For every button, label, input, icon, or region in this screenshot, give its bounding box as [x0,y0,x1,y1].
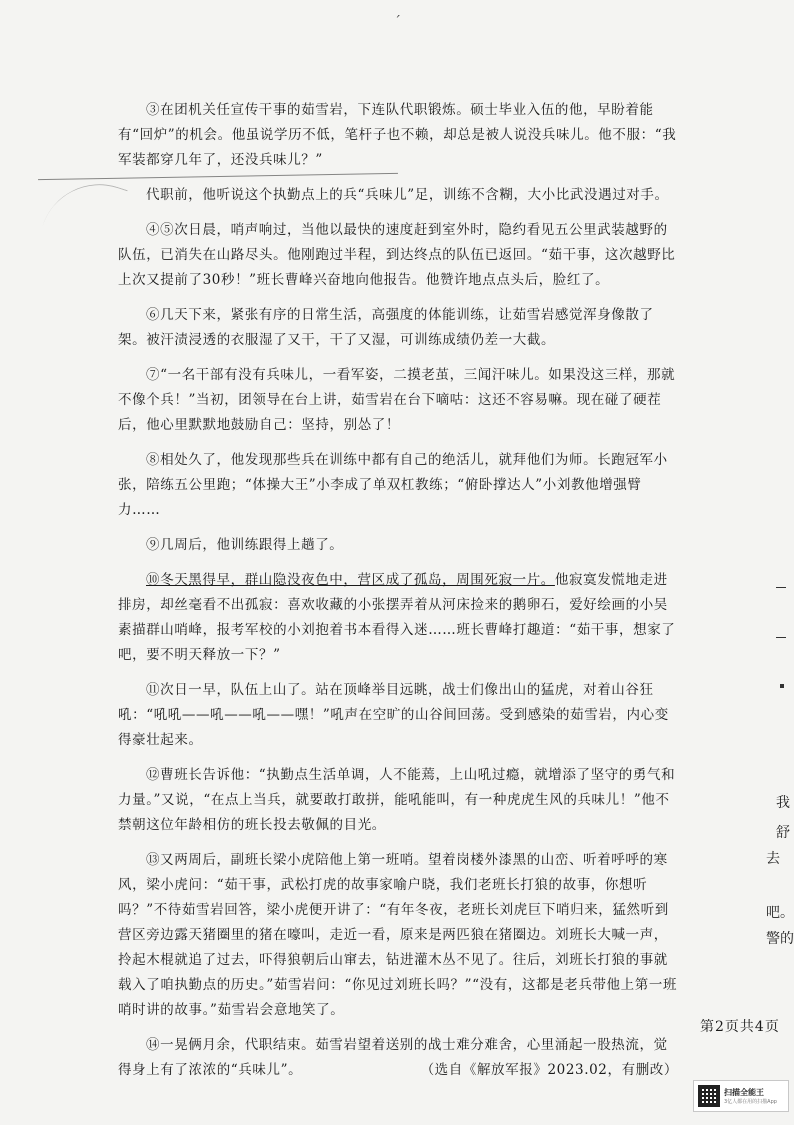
scan-artifact-tick: ˊ [394,14,401,30]
qr-code-icon [698,1085,720,1107]
margin-dash-1 [776,587,786,588]
underlined-sentence: ⑩冬天黑得早，群山隐没夜色中，营区成了孤岛，周围死寂一片。 [146,572,555,588]
margin-char-3: 去 [766,851,780,867]
scanner-badge-subtitle: 3亿人都在用的扫描App [724,1099,777,1105]
scanner-badge-title: 扫描全能王 [724,1088,764,1097]
paragraph-11: ⑪次日一早，队伍上山了。站在顶峰举目远眺，战士们像出山的猛虎，对着山谷狂吼：“吼吼——吼——吼——嘿！”吼声在空旷的山谷间回荡。受到感染的茹雪岩，内心变得豪壮起来。 [118,682,669,748]
source-citation: （选自《解放军报》2023.02，有删改） [420,1062,678,1078]
margin-char-5: 警的 [766,931,794,947]
paragraph-9: ⑨几周后，他训练跟得上趟了。 [146,537,344,553]
margin-dot [780,684,784,688]
paragraph-14 [118,1033,678,1083]
scan-artifact-smudge [42,169,127,249]
scanner-watermark [693,1080,789,1112]
paragraph-10-rest: 他寂寞发慌地走进排房，却丝毫看不出孤寂：喜欢收藏的小张摆弄着从河床捡来的鹅卵石，爱好绘画的小吴素描群山哨峰，报考军校的小刘抱着书本看得入迷……班长曹峰打趣道：“茹干事，想家了吧，要不明天释放一下？” [118,572,676,663]
scanner-badge-text [724,1087,777,1105]
margin-char-2: 舒 [776,825,790,841]
paragraph-10 [118,568,678,668]
paragraph-13: ⑬又两周后，副班长梁小虎陪他上第一班哨。望着岗楼外漆黑的山峦、听着呼呼的寒风，梁小虎问：“茹干事，武松打虎的故事家喻户晓，我们老班长打狼的故事，你想听吗？”不待茹雪岩回答，梁小虎便开讲了：“有年冬夜，老班长刘虎巨下哨归来，猛然听到营区旁边露天猪圈里的猪在嚎叫，走近一看，原来是两匹狼在猪圈边。刘班长大喊一声，拎起木棍就追了过去，吓得狼朝后山窜去，钻进灌木丛不见了。往后，刘班长打狼的事就载入了咱执勤点的历史。”茹雪岩问：“你见过刘班长吗？”“没有，这都是老兵带他上第一班哨时讲的故事。”茹雪岩会意地笑了。 [118,852,678,1018]
margin-dash-2 [776,637,786,638]
paragraph-14-text: ⑭一晃俩月余，代职结束。茹雪岩望着送别的战士难分难舍，心里涌起一股热流，觉得身上有了浓浓的“兵味儿”。 [118,1037,668,1078]
paragraph-6: ⑥几天下来，紧张有序的日常生活，高强度的体能训练，让茹雪岩感觉浑身像散了架。被汗渍浸透的衣服湿了又干，干了又湿，可训练成绩仍差一大截。 [118,307,654,348]
article-body [118,98,678,1093]
margin-char-4: 吧。 [766,905,794,921]
paragraph-4a: 代职前，他听说这个执勤点上的兵“兵味儿”足，训练不含糊，大小比武没遇过对手。 [146,187,669,203]
paragraph-7: ⑦“一名干部有没有兵味儿，一看军姿，二摸老茧，三闻汗味儿。如果没这三样，那就不像个兵！”当初，团领导在台上讲，茹雪岩在台下嘀咕：这还不容易嘛。现在碰了硬茬后，他心里默默地鼓励自己：坚持，别怂了！ [118,367,676,433]
paragraph-12: ⑫曹班长告诉他：“执勤点生活单调，人不能蔫，上山吼过瘾，就增添了坚守的勇气和力量。”又说，“在点上当兵，就要敢打敢拼，能吼能叫，有一种虎虎生风的兵味儿！”他不禁朝这位年龄相仿的班长投去敬佩的目光。 [118,767,676,833]
margin-char-1: 我 [776,795,790,811]
paragraph-5: ④⑤次日晨，哨声响过，当他以最快的速度赶到室外时，隐约看见五公里武装越野的队伍，已消失在山路尽头。他刚跑过半程，到达终点的队伍已返回。“茹干事，这次越野比上次又提前了30秒！”班长曹峰兴奋地向他报告。他赞许地点点头后，脸红了。 [118,222,676,288]
page-number: 第2页共4页 [700,1019,780,1035]
paragraph-3: ③在团机关任宣传干事的茹雪岩，下连队代职锻炼。硕士毕业入伍的他，早盼着能有“回炉”的机会。他虽说学历不低，笔杆子也不赖，却总是被人说没兵味儿。他不服：“我军装都穿几年了，还没兵味儿？” [118,102,677,168]
paragraph-8: ⑧相处久了，他发现那些兵在训练中都有自己的绝活儿，就拜他们为师。长跑冠军小张，陪练五公里跑；“体操大王”小李成了单双杠教练；“俯卧撑达人”小刘教他增强臂力…… [118,452,668,518]
